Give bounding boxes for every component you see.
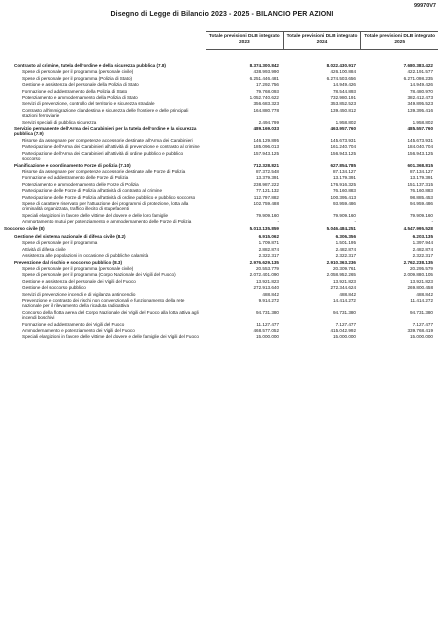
table-row (0, 76, 444, 81)
row-value-2024: 415.042.992 (330, 328, 356, 334)
row-value-2025: 488.842 (416, 291, 433, 297)
row-value-2024: 2.482.874 (335, 246, 356, 252)
row-value-2023: 6.915.062 (258, 233, 279, 239)
row-label: Speciali elargizioni in favore delle vittime del dovere e delle famiglie dei Vigili del Fuoco (22, 334, 199, 340)
row-value-2025: 14.949.426 (410, 82, 433, 88)
row-value-2023: 1.709.871 (258, 240, 279, 246)
table-row (0, 151, 444, 162)
row-value-2024: 353.852.523 (330, 101, 356, 107)
row-value-2024: - (354, 219, 356, 225)
row-value-2024: 426.100.884 (330, 69, 356, 75)
row-value-2023: 15.000.000 (256, 334, 279, 340)
row-value-2024: 732.980.191 (330, 95, 356, 101)
table-row (0, 279, 444, 284)
row-label: Spese di personale per il programma (Corpo Nazionale dei Vigili del Fuoco) (22, 272, 176, 278)
row-label: Partecipazione delle Forze di Polizia all'attività di contrasto al crimine (22, 188, 163, 194)
row-value-2025: 139.395.416 (407, 107, 433, 113)
row-value-2023: 9.914.272 (258, 298, 279, 304)
table-row (0, 292, 444, 297)
table-row (0, 195, 444, 200)
table-row (0, 69, 444, 74)
row-value-2024: 14.949.426 (333, 82, 356, 88)
row-value-2023: 94.731.380 (256, 309, 279, 315)
row-value-2025: 20.295.579 (410, 266, 433, 271)
table-row (0, 163, 444, 168)
table-row (0, 240, 444, 245)
table-header (206, 31, 438, 50)
row-label: Servizi di prevenzione incendi e di vigilanza antincendio (22, 291, 136, 297)
row-value-2024: 2.058.952.265 (326, 272, 356, 278)
table-row (0, 101, 444, 106)
row-label: Gestione e assistenza del personale della Polizia di Stato (22, 82, 139, 88)
row-label: Ammodernamento e potenziamento dei Vigili del Fuoco (22, 328, 135, 334)
row-value-2023: 2.976.629.135 (249, 259, 279, 265)
row-label: Ammortamento mutui per potenziamento e ammodernamento delle Forze di Polizia (22, 219, 192, 225)
row-value-2025: 2.762.238.135 (403, 259, 433, 265)
row-value-2024: 488.842 (339, 291, 356, 297)
row-label: Contrasto al crimine, tutela dell'ordine e della sicurezza pubblica (7.8) (14, 63, 166, 68)
row-value-2025: 349.895.523 (407, 101, 433, 107)
table-row (0, 182, 444, 187)
row-value-2025: 269.800.458 (407, 285, 433, 291)
table-row (0, 175, 444, 180)
column-header-2025: Totale previsioni DLB integrato 2025 (360, 32, 438, 49)
row-label: Spese di carattere riservato per l'attuazione dei programmi di protezione, lotta alla criminalità organizzata, traffico illecito di stupefacenti (22, 200, 189, 212)
row-value-2025: 98.885.453 (410, 194, 433, 200)
row-value-2023: 102.759.488 (253, 200, 279, 206)
row-label: Prevenzione dal rischio e soccorso pubblico (8.3) (14, 259, 122, 265)
row-value-2025: 7.680.383.422 (403, 63, 433, 68)
row-value-2024: 139.450.812 (330, 107, 356, 113)
table-row (0, 95, 444, 100)
row-value-2023: 146.129.895 (253, 137, 279, 143)
row-value-2024: 176.916.325 (330, 181, 356, 187)
row-value-2024: 79.909.160 (333, 212, 356, 218)
row-value-2024: 7.127.477 (335, 321, 356, 327)
table-row (0, 322, 444, 327)
row-value-2025: 6.271.098.235 (403, 75, 433, 81)
row-value-2025: 79.909.160 (410, 212, 433, 218)
row-value-2023: 79.768.093 (256, 88, 279, 94)
row-value-2023: 468.577.052 (253, 328, 279, 334)
row-value-2023: - (277, 219, 279, 225)
row-value-2025: 382.412.473 (407, 95, 433, 101)
row-value-2023: 13.921.823 (256, 278, 279, 284)
row-value-2023: 5.013.135.859 (249, 225, 279, 231)
row-value-2025: 184.040.704 (407, 144, 433, 150)
table-row (0, 266, 444, 271)
table-row (0, 89, 444, 94)
row-label: Assistenza alle popolazioni in occasione di pubbliche calamità (22, 253, 149, 259)
row-value-2023: 2.322.317 (258, 253, 279, 259)
document-id: 99970V7 (413, 3, 436, 9)
row-value-2025: 422.191.577 (407, 69, 433, 75)
row-label: Attività di difesa civile (22, 246, 66, 252)
table-row (0, 234, 444, 239)
column-header-2024: Totale previsioni DLB integrato 2024 (283, 32, 361, 49)
table-row (0, 247, 444, 252)
row-value-2025: 339.768.419 (407, 328, 433, 334)
row-value-2023: 6.251.446.481 (249, 75, 279, 81)
table-row (0, 63, 444, 68)
row-value-2025: 156.943.125 (407, 150, 433, 156)
table-row (0, 260, 444, 265)
row-value-2023: 272.913.640 (253, 285, 279, 291)
row-label: Formazione ed addestramento della Polizia di Stato (22, 88, 128, 94)
row-label: Spese di personale per il programma (personale civile) (22, 266, 134, 271)
row-value-2024: 145.673.931 (330, 137, 356, 143)
row-value-2024: 6.274.503.656 (326, 75, 356, 81)
table-row (0, 310, 444, 321)
row-value-2025: 151.137.315 (407, 181, 433, 187)
row-value-2025: - (431, 219, 433, 225)
row-value-2023: 87.372.548 (256, 168, 279, 174)
row-value-2025: 1.958.802 (412, 119, 433, 125)
row-value-2025: 2.322.317 (412, 253, 433, 259)
row-value-2024: 94.731.380 (333, 309, 356, 315)
row-value-2023: 112.797.882 (253, 194, 279, 200)
row-value-2025: 76.160.883 (410, 188, 433, 194)
row-value-2024: 78.544.893 (333, 88, 356, 94)
row-label: Servizio permanente dell'Arma dei Carabinieri per la tutela dell'ordine e la sicurezza pubblica (7.9) (14, 126, 197, 137)
table-row (0, 188, 444, 193)
row-value-2023: 2.494.799 (258, 119, 279, 125)
table-row (0, 138, 444, 143)
row-label: Potenziamento e ammodernamento della Polizia di Stato (22, 95, 138, 101)
row-value-2024: 87.134.127 (333, 168, 356, 174)
row-label: Spese di personale per il programma (22, 240, 98, 246)
row-value-2024: 76.160.883 (333, 188, 356, 194)
row-value-2024: 5.046.484.251 (326, 225, 356, 231)
row-value-2023: 238.987.222 (253, 181, 279, 187)
page-title: Disegno di Legge di Bilancio 2023 - 2025 - BILANCIO PER AZIONI (110, 11, 334, 18)
row-label: Concorso della flotta aerea del Corpo Nazionale dei Vigili del Fuoco alla lotta attiva agli incendi boschivi (22, 309, 199, 321)
row-value-2024: 6.306.356 (335, 233, 356, 239)
row-label: Prevenzione e contrasto dei rischi non convenzionali e funzionamento della rete nazionale per il rilevamento della ricaduta radioattiva (22, 298, 185, 309)
row-value-2024: 1.958.802 (335, 119, 356, 125)
table-row (0, 285, 444, 290)
row-value-2025: 145.673.931 (407, 137, 433, 143)
row-value-2023: 17.292.756 (256, 82, 279, 88)
row-value-2023: 2.072.401.090 (249, 272, 279, 278)
row-value-2023: 489.169.033 (253, 126, 279, 132)
row-value-2023: 8.374.300.842 (249, 63, 279, 68)
table-row (0, 213, 444, 218)
row-value-2025: 94.959.486 (410, 200, 433, 206)
table-row (0, 201, 444, 212)
row-label: Formazione ed addestramento delle Forze di Polizia (22, 175, 129, 181)
row-label: Potenziamento e ammodernamento delle Forze di Polizia (22, 181, 139, 187)
row-value-2025: 601.368.815 (407, 162, 433, 168)
table-body (0, 63, 444, 341)
row-label: Partecipazione delle Forze di Polizia all'attività di ordine pubblico e pubblico soccorso (22, 194, 196, 200)
row-value-2023: 13.379.391 (256, 175, 279, 181)
row-value-2025: 11.414.272 (410, 298, 433, 304)
row-value-2024: 156.943.125 (330, 150, 356, 156)
row-value-2024: 2.910.363.236 (326, 259, 356, 265)
row-value-2023: 488.842 (262, 291, 279, 297)
row-value-2024: 93.959.486 (333, 200, 356, 206)
row-value-2023: 157.943.125 (253, 150, 279, 156)
row-label: Contrasto all'immigrazione clandestina e sicurezza delle frontiere e delle principali stazioni ferroviarie (22, 107, 189, 119)
table-row (0, 120, 444, 125)
row-label: Risorse da assegnare per competenze accessorie destinate alle Forze di Polizia (22, 168, 186, 174)
row-label: Gestione del soccorso pubblico (22, 285, 86, 291)
row-label: Spese di personale per il programma (personale civile) (22, 69, 134, 75)
row-value-2023: 79.909.160 (256, 212, 279, 218)
row-value-2025: 13.921.823 (410, 278, 433, 284)
row-value-2024: 14.414.272 (333, 298, 356, 304)
row-value-2025: 6.203.135 (412, 233, 433, 239)
row-value-2024: 161.240.704 (330, 144, 356, 150)
table-row (0, 82, 444, 87)
row-label: Speciali elargizioni in favore delle vittime del dovere e delle loro famiglie (22, 212, 169, 218)
row-value-2023: 438.993.990 (253, 69, 279, 75)
row-value-2023: 11.127.477 (256, 321, 279, 327)
row-value-2024: 272.344.624 (330, 285, 356, 291)
row-value-2025: 13.179.391 (410, 175, 433, 181)
row-value-2024: 15.000.000 (333, 334, 356, 340)
row-value-2025: 87.134.127 (410, 168, 433, 174)
row-value-2025: 78.480.970 (410, 88, 433, 94)
row-value-2023: 164.880.778 (253, 107, 279, 113)
row-label: Partecipazione dell'Arma dei Carabinieri all'attività di ordine pubblico e pubblico soccorso (22, 150, 184, 162)
row-value-2024: 13.179.391 (333, 175, 356, 181)
row-label: Servizi speciali di pubblica sicurezza (22, 119, 97, 125)
row-value-2023: 185.096.013 (253, 144, 279, 150)
row-value-2025: 485.557.760 (407, 126, 433, 132)
row-label: Spese di personale per il programma (Polizia di Stato) (22, 75, 133, 81)
row-value-2024: 100.395.413 (330, 194, 356, 200)
table-row (0, 108, 444, 119)
row-value-2024: 2.322.317 (335, 253, 356, 259)
row-label: Gestione e assistenza del personale dei Vigili del Fuoco (22, 278, 136, 284)
row-value-2024: 627.854.785 (330, 162, 356, 168)
table-row (0, 334, 444, 339)
table-row (0, 126, 444, 137)
table-row (0, 219, 444, 224)
row-label: Risorse da assegnare per competenze accessorie destinate all'Arma dei Carabinieri (22, 137, 193, 143)
row-value-2025: 1.397.944 (412, 240, 433, 246)
row-label: Partecipazione dell'Arma dei Carabinieri all'attività di prevenzione e contrasto al crimine (22, 144, 200, 150)
row-label: Gestione del sistema nazionale di difesa civile (8.2) (14, 233, 126, 239)
table-row (0, 272, 444, 277)
table-row (0, 169, 444, 174)
row-value-2025: 15.000.000 (410, 334, 433, 340)
row-value-2025: 7.127.477 (412, 321, 433, 327)
row-value-2025: 2.482.874 (412, 246, 433, 252)
row-value-2024: 1.501.195 (335, 240, 356, 246)
row-value-2024: 8.022.430.917 (326, 63, 356, 68)
table-row (0, 144, 444, 149)
row-value-2024: 463.957.760 (330, 126, 356, 132)
row-value-2023: 2.882.874 (258, 246, 279, 252)
row-value-2025: 2.009.880.105 (403, 272, 433, 278)
row-value-2023: 1.052.740.622 (249, 95, 279, 101)
row-label: Soccorso civile (8) (4, 225, 45, 231)
row-label: Formazione ed addestramento dei Vigili del Fuoco (22, 321, 125, 327)
table-row (0, 253, 444, 258)
row-value-2025: 94.731.380 (410, 309, 433, 315)
table-row (0, 298, 444, 309)
row-value-2024: 13.921.823 (333, 278, 356, 284)
row-value-2023: 20.553.779 (256, 266, 279, 271)
row-value-2025: 4.547.995.528 (403, 225, 433, 231)
row-value-2024: 20.309.761 (333, 266, 356, 271)
table-row (0, 328, 444, 333)
row-value-2023: 356.683.323 (253, 101, 279, 107)
table-row (0, 226, 444, 231)
row-value-2023: 712.328.821 (253, 162, 279, 168)
row-label: Pianificazione e coordinamento Forze di polizia (7.10) (14, 162, 131, 168)
row-label: Servizi di prevenzione, controllo del territorio e sicurezza stradale (22, 101, 155, 107)
row-value-2023: 77.121.132 (256, 188, 279, 194)
column-header-2023: Totale previsioni DLB integrato 2023 (208, 34, 280, 45)
